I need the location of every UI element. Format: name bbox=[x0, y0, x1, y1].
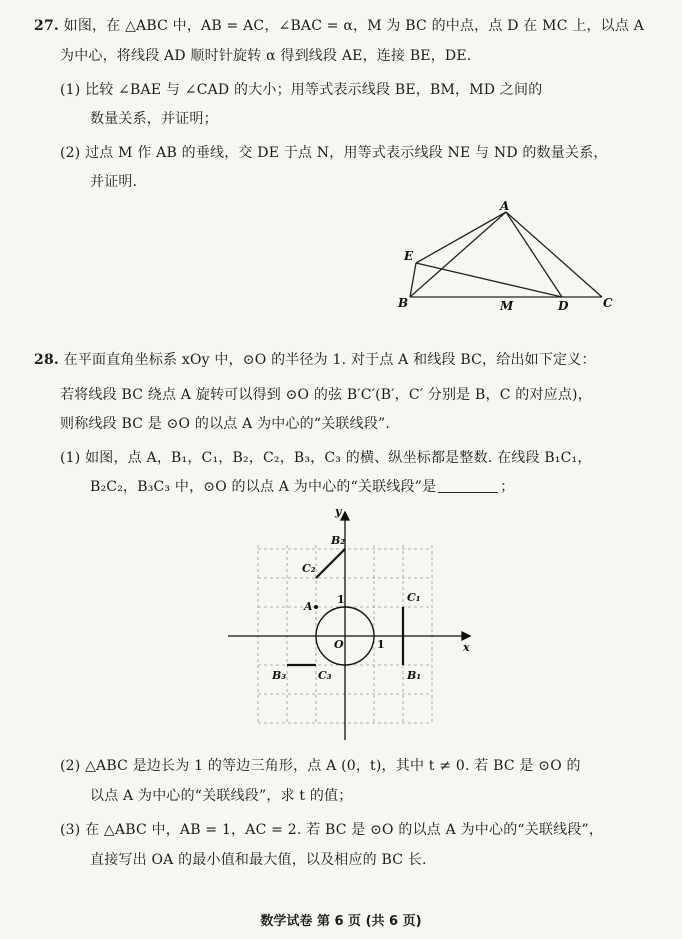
label-c2: C₂ bbox=[302, 562, 316, 575]
x-axis-arrow bbox=[462, 632, 470, 640]
label-c3: C₃ bbox=[318, 669, 332, 682]
q28-part3-line2: 直接写出 OA 的最小值和最大值，以及相应的 BC 长. bbox=[90, 852, 427, 868]
label-b1: B₁ bbox=[407, 669, 422, 682]
label-y: y bbox=[335, 505, 342, 518]
label-b2: B₂ bbox=[331, 534, 346, 547]
label-d: D bbox=[558, 299, 569, 313]
label-one-x: 1 bbox=[377, 638, 385, 651]
page-footer: 数学试卷 第 6 页 (共 6 页) bbox=[260, 914, 422, 929]
q27-part1-line1: (1) 比较 ∠BAE 与 ∠CAD 的大小；用等式表示线段 BE，BM，MD 之间的 bbox=[60, 82, 543, 98]
q27-number: 27. bbox=[34, 18, 59, 34]
label-one-y: 1 bbox=[337, 593, 345, 606]
q27-stem-line2: 为中心，将线段 AD 顺时针旋转 α 得到线段 AE，连接 BE，DE. bbox=[60, 48, 472, 64]
label-a: A bbox=[500, 199, 510, 213]
label-c: C bbox=[603, 296, 613, 310]
q28-part2-line2: 以点 A 为中心的“关联线段”，求 t 的值； bbox=[90, 788, 353, 804]
q27-part1-line2: 数量关系，并证明； bbox=[90, 111, 218, 127]
q28-stem-line1: 28. 在平面直角坐标系 xOy 中，⊙O 的半径为 1. 对于点 A 和线段 BC，给出如下定义： bbox=[34, 352, 596, 368]
y-axis-arrow bbox=[341, 512, 349, 520]
label-e: E bbox=[404, 249, 414, 263]
q28-number: 28. bbox=[34, 352, 59, 368]
label-c1: C₁ bbox=[407, 591, 421, 604]
q28-stem-line2: 若将线段 BC 绕点 A 旋转可以得到 ⊙O 的弦 B′C′(B′，C′ 分别是 B，C 的对应点)， bbox=[60, 387, 592, 403]
q27-part2-line1: (2) 过点 M 作 AB 的垂线，交 DE 于点 N，用等式表示线段 NE 与 ND 的数量关系， bbox=[60, 145, 608, 161]
label-b3: B₃ bbox=[272, 669, 287, 682]
label-b: B bbox=[398, 296, 409, 310]
point-a bbox=[314, 605, 318, 609]
segment-b2c2 bbox=[316, 549, 345, 578]
q27-part2-line2: 并证明. bbox=[90, 174, 138, 190]
label-m: M bbox=[500, 299, 514, 313]
q27-stem-line1: 27. 如图，在 △ABC 中，AB = AC，∠BAC = α，M 为 BC 的中点，点 D 在 MC 上，以点 A bbox=[34, 18, 645, 34]
q28-part3-line1: (3) 在 △ABC 中，AB = 1，AC = 2. 若 BC 是 ⊙O 的以点 A 为中心的“关联线段”， bbox=[60, 822, 604, 838]
q28-part1-line1: (1) 如图，点 A，B₁，C₁，B₂，C₂，B₃，C₃ 的横、纵坐标都是整数. 在线段 B₁C₁， bbox=[60, 450, 592, 466]
label-point-a: A bbox=[304, 600, 313, 613]
q28-part2-line1: (2) △ABC 是边长为 1 的等边三角形，点 A (0，t)，其中 t ≠ 0. 若 BC 是 ⊙O 的 bbox=[60, 758, 581, 774]
q28-part1-line2: B₂C₂，B₃C₃ 中，⊙O 的以点 A 为中心的“关联线段”是 ； bbox=[90, 479, 515, 495]
q28-stem-line3: 则称线段 BC 是 ⊙O 的以点 A 为中心的“关联线段”. bbox=[60, 416, 391, 432]
label-origin: O bbox=[334, 638, 344, 651]
label-x: x bbox=[463, 641, 470, 654]
